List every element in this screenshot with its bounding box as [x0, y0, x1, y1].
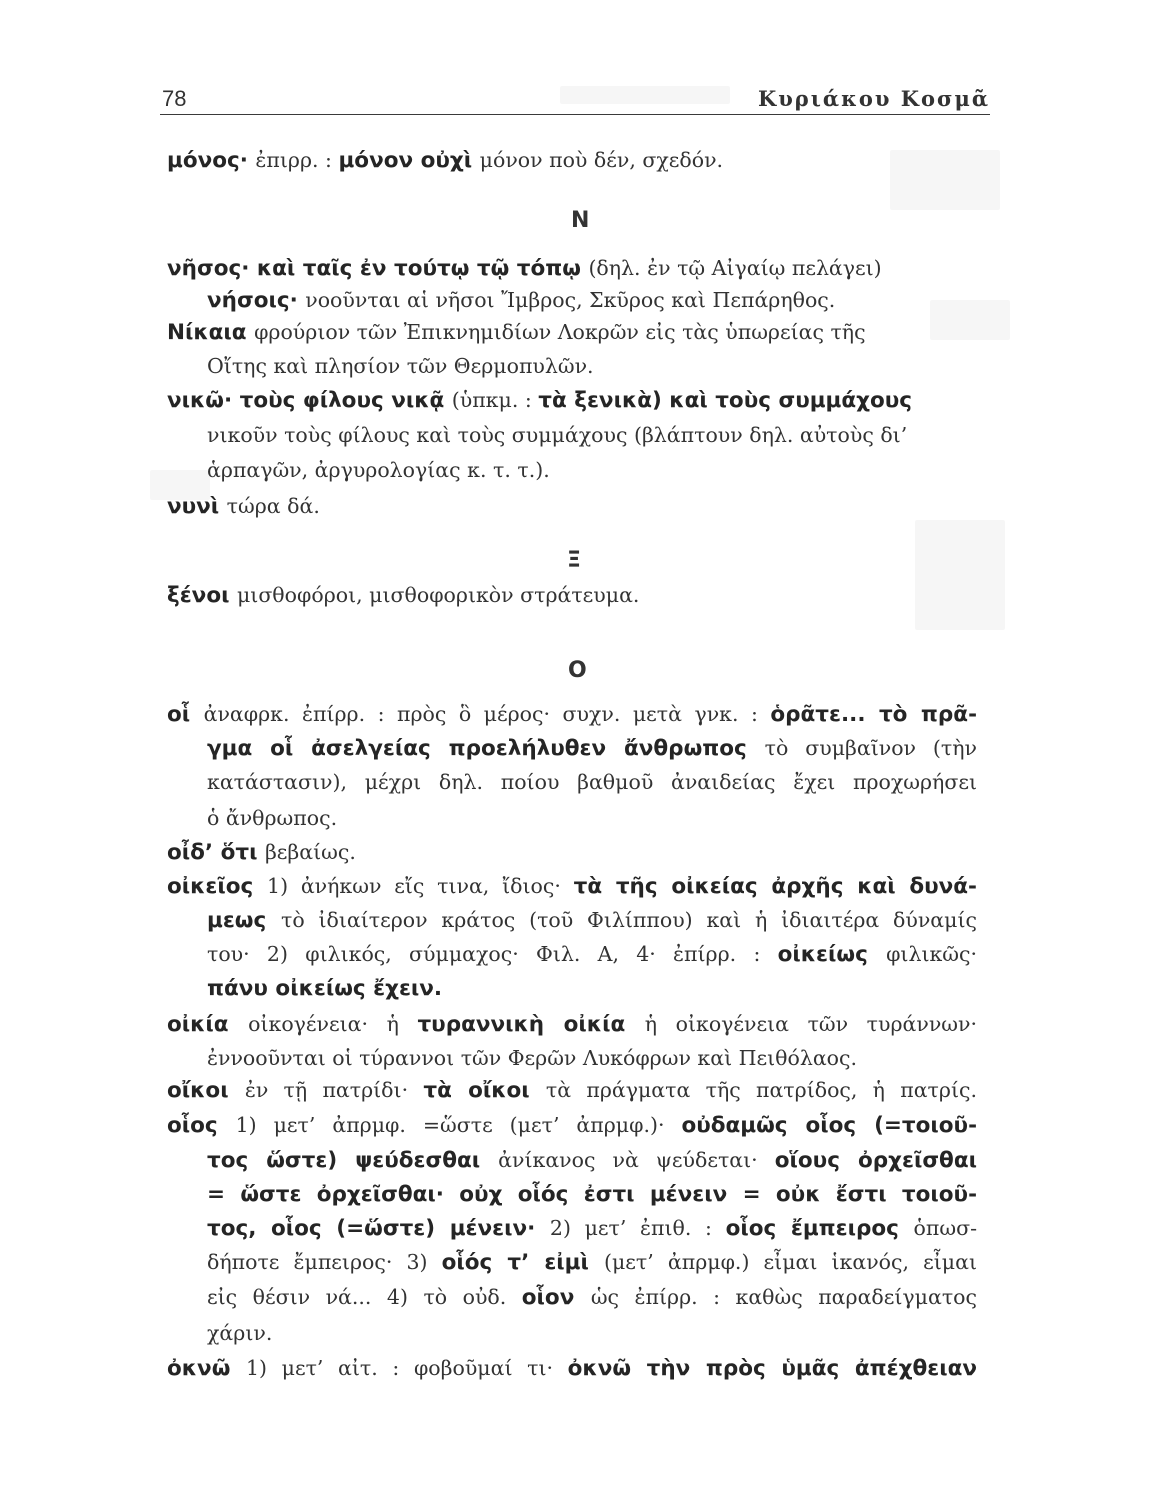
entry-line: [207, 356, 594, 377]
bleed-through: [915, 520, 1005, 630]
definition-text: μισθοφόροι, μισθοφορικὸν στράτευμα.: [236, 583, 640, 607]
headword: = ὥστε ὀρχεῖσθαι· οὐχ οἷός ἐστι μένειν = οὐκ ἔστι τοιοῦ-: [207, 1182, 977, 1207]
entry-line: [167, 496, 320, 518]
definition-text: οἰκογένεια· ἡ: [248, 1012, 418, 1036]
entry-line: [207, 290, 835, 312]
headword: νυνὶ: [167, 494, 227, 519]
headword: οἵους ὀρχεῖσθαι: [774, 1148, 977, 1173]
headword: ὁρᾶτε... τὸ πρᾶ-: [770, 702, 977, 727]
entry-line: [207, 808, 337, 829]
entry-line: [207, 772, 977, 793]
entry-line: [167, 585, 639, 607]
entry-line: [207, 738, 977, 760]
section-letter-nu: N: [571, 208, 590, 233]
headword: ὀκνῶ: [167, 1356, 246, 1381]
definition-text: (δηλ. ἐν τῷ Αἰγαίῳ πελάγει): [588, 256, 882, 280]
bleed-through: [930, 300, 1010, 340]
headword: οἰκείως: [777, 942, 887, 967]
headword: ξένοι: [167, 583, 237, 608]
entry-line: [167, 842, 356, 864]
headword: τὰ τῆς οἰκείας ἀρχῆς καὶ δυνά-: [573, 874, 977, 899]
entry-line: [167, 1014, 977, 1036]
entry-line: [167, 1358, 977, 1380]
headword: νήσοις·: [207, 288, 306, 313]
entry-line: [207, 1048, 857, 1069]
entry-line: [167, 876, 977, 898]
section-letter-omicron: O: [568, 658, 587, 683]
bleed-through: [890, 150, 1000, 210]
headword: οἷος ἔμπειρος: [725, 1216, 914, 1241]
headword: μόνον οὐχὶ: [338, 148, 480, 173]
definition-text: ἀναφρκ. ἐπίρρ. : πρὸς ὃ μέρος· συχν. μετὰ γνκ. :: [203, 702, 771, 726]
definition-text: 1) μετ’ αἰτ. : φοβοῦμαί τι·: [245, 1356, 568, 1380]
definition-text: νοοῦνται αἱ νῆσοι Ἴμβρος, Σκῦρος καὶ Πεπάρηθος.: [305, 288, 836, 312]
headword: νικῶ· τοὺς φίλους νικᾷ: [167, 388, 452, 413]
entry-line: [207, 1150, 977, 1172]
entry-line: [207, 1184, 977, 1206]
headword: οἶδ’ ὅτι: [167, 840, 265, 865]
definition-text: ἀνίκανος νὰ ψεύδεται·: [498, 1148, 775, 1172]
headword: τὰ ξενικὰ) καὶ τοὺς συμμάχους: [538, 388, 913, 413]
page-number: 78: [162, 86, 187, 111]
definition-text: δήποτε ἔμπειρος· 3): [207, 1250, 442, 1274]
definition-text: τὰ πράγματα τῆς πατρίδος, ἡ πατρίς.: [545, 1078, 977, 1102]
definition-text: ἐπιρρ. :: [255, 148, 339, 172]
headword: οἷ: [167, 702, 204, 727]
definition-text: 1) ἀνήκων εἴς τινα, ἴδιος·: [267, 874, 574, 898]
section-letter-xi: Ξ: [567, 548, 581, 573]
definition-text: (ὑπκμ. :: [451, 388, 539, 412]
headword: οἷον: [521, 1285, 591, 1310]
entry-line: [207, 978, 442, 1000]
definition-text: κατάστασιν), μέχρι δηλ. ποίου βαθμοῦ ἀναιδείας ἔχει προχωρήσει: [207, 770, 977, 794]
headword: οἷός τ’ εἰμὶ: [441, 1250, 604, 1275]
headword: τος ὥστε) ψεύδεσθαι: [207, 1148, 499, 1173]
definition-text: φρούριον τῶν Ἐπικνημιδίων Λοκρῶν εἰς τὰς ὑπωρείας τῆς: [254, 320, 866, 344]
definition-text: μόνον ποὺ δέν, σχεδόν.: [479, 148, 724, 172]
definition-text: ἁρπαγῶν, ἀργυρολογίας κ. τ. τ.).: [207, 458, 550, 482]
definition-text: τὸ συμβαῖνον (τὴν: [764, 736, 977, 760]
headword: πάνυ οἰκείως ἔχειν.: [207, 976, 443, 1001]
entry-line: [167, 1080, 977, 1102]
definition-text: ὁπωσ-: [913, 1216, 977, 1240]
definition-text: ἐν τῇ πατρίδι·: [244, 1078, 424, 1102]
definition-text: ἡ οἰκογένεια τῶν τυράννων·: [644, 1012, 977, 1036]
definition-text: Οἴτης καὶ πλησίον τῶν Θερμοπυλῶν.: [207, 354, 594, 378]
headword: τος, οἷος (=ὥστε) μένειν·: [207, 1216, 550, 1241]
headword: Νίκαια: [167, 320, 255, 345]
definition-text: νικοῦν τοὺς φίλους καὶ τοὺς συμμάχους (βλάπτουν δηλ. αὐτοὺς δι’: [207, 423, 908, 447]
definition-text: τώρα δά.: [226, 494, 320, 518]
entry-line: [167, 704, 977, 726]
headword: οὐδαμῶς οἷος (=τοιοῦ-: [681, 1113, 977, 1138]
definition-text: (μετ’ ἀπρμφ.) εἶμαι ἱκανός, εἶμαι: [603, 1250, 977, 1274]
entry-line: [207, 1287, 977, 1309]
definition-text: βεβαίως.: [264, 840, 356, 864]
definition-text: εἰς θέσιν νά... 4) τὸ οὐδ.: [207, 1285, 522, 1309]
definition-text: 2) μετ’ ἐπιθ. :: [549, 1216, 726, 1240]
definition-text: 1) μετ’ ἀπρμφ. =ὥστε (μετ’ ἀπρμφ.)·: [235, 1113, 682, 1137]
entry-line: [167, 150, 723, 172]
entry-line: [167, 1115, 977, 1137]
entry-line: [207, 944, 977, 966]
headword: οἰκεῖος: [167, 874, 268, 899]
definition-text: χάριν.: [207, 1321, 273, 1345]
headword: νῆσος· καὶ ταῖς ἐν τούτῳ τῷ τόπῳ: [167, 256, 589, 281]
definition-text: φιλικῶς·: [886, 942, 978, 966]
definition-text: ὡς ἐπίρρ. : καθὼς παραδείγματος: [590, 1285, 977, 1309]
definition-text: του· 2) φιλικός, σύμμαχος· Φιλ. Α, 4· ἐπίρρ. :: [207, 942, 778, 966]
entry-line: [167, 322, 866, 344]
entry-line: [207, 460, 550, 481]
headword: ὀκνῶ τὴν πρὸς ὑμᾶς ἀπέχθειαν: [567, 1356, 977, 1381]
entry-line: [207, 1252, 977, 1274]
entry-line: [167, 390, 912, 412]
entry-line: [207, 1323, 272, 1344]
entry-line: [207, 425, 907, 446]
entry-line: [167, 258, 882, 280]
headword: γμα οἷ ἀσελγείας προελήλυθεν ἄνθρωπος: [207, 736, 765, 761]
definition-text: ὁ ἄνθρωπος.: [207, 806, 338, 830]
headword: μόνος·: [167, 148, 256, 173]
headword: οἷος: [167, 1113, 236, 1138]
headword: οἰκία: [167, 1012, 249, 1037]
page-header: [160, 78, 990, 115]
headword: τυραννικὴ οἰκία: [417, 1012, 645, 1037]
definition-text: τὸ ἰδιαίτερον κράτος (τοῦ Φιλίππου) καὶ ἡ ἰδιαιτέρα δύναμίς: [281, 908, 977, 932]
definition-text: ἐννοοῦνται οἱ τύραννοι τῶν Φερῶν Λυκόφρων καὶ Πειθόλαος.: [207, 1046, 858, 1070]
headword: οἴκοι: [167, 1078, 245, 1103]
entry-line: [207, 910, 977, 932]
headword: τὰ οἴκοι: [423, 1078, 546, 1103]
running-head: Κυριάκου Κοσμᾶ: [757, 86, 990, 111]
headword: μεως: [207, 908, 281, 933]
entry-line: [207, 1218, 977, 1240]
